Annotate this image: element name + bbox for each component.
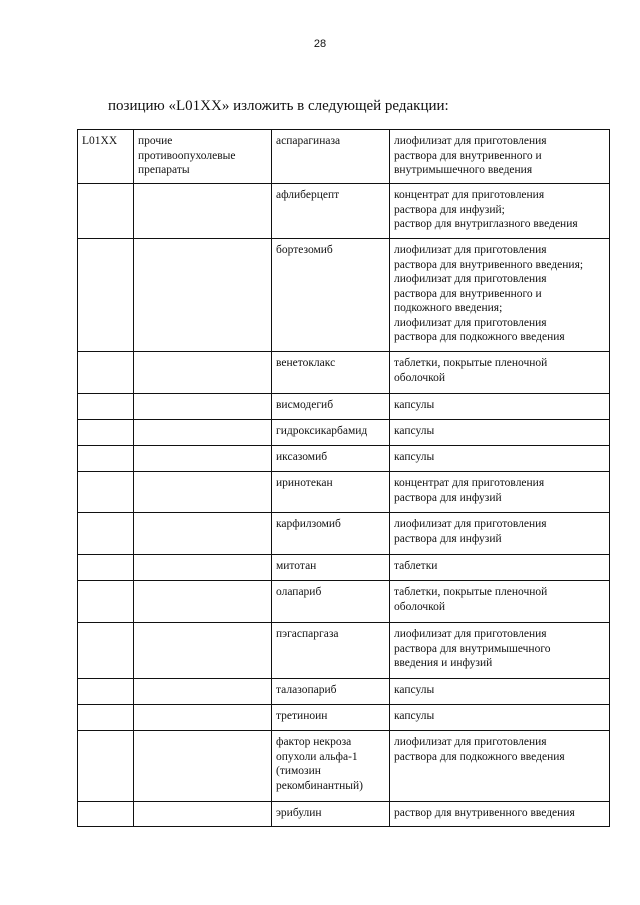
atc-code-cell: [78, 555, 134, 581]
dosage-form-line: раствора для подкожного введения: [394, 750, 565, 763]
dosage-form-cell: [390, 555, 610, 581]
table-row: [78, 513, 610, 555]
dosage-form-line: капсулы: [394, 451, 435, 463]
dosage-form-line: таблетки: [394, 560, 438, 572]
intro-paragraph: позицию «L01XX» изложить в следующей редакции:: [108, 98, 449, 114]
drug-group-cell: [134, 555, 272, 581]
drug-group-cell: [134, 581, 272, 623]
dosage-form-line: лиофилизат для приготовления: [394, 316, 547, 329]
dosage-form-line: раствора для внутримышечного: [394, 642, 551, 655]
dosage-form-cell: [390, 130, 610, 184]
drug-name-line: олапариб: [276, 586, 322, 598]
drug-name-line: висмодегиб: [276, 399, 334, 411]
atc-code-cell: [78, 239, 134, 352]
dosage-form-cell: [390, 623, 610, 679]
atc-code-cell: L01XX: [78, 130, 134, 184]
atc-code-cell: [78, 472, 134, 513]
drug-name-cell: [272, 555, 390, 581]
atc-code-cell: [78, 394, 134, 420]
dosage-form-line: капсулы: [394, 710, 435, 722]
atc-code-cell: [78, 802, 134, 827]
dosage-form-line: лиофилизат для приготовления: [394, 736, 547, 748]
drug-name-line: бортезомиб: [276, 244, 333, 256]
drug-group-cell: [134, 420, 272, 446]
dosage-form-line: концентрат для приготовления: [394, 189, 545, 201]
table-row: [78, 705, 610, 731]
table-row: [78, 184, 610, 239]
drug-group-cell: [134, 394, 272, 420]
dosage-form-cell: [390, 394, 610, 420]
table-row: [78, 679, 610, 705]
dosage-form-line: раствора для внутривенного введения;: [394, 258, 584, 271]
table-row: [78, 555, 610, 581]
drug-name-cell: [272, 184, 390, 239]
dosage-form-line: раствора для внутривенного и: [394, 287, 542, 300]
dosage-form-line: раствор для внутривенного введения: [394, 807, 575, 819]
atc-code-cell: [78, 352, 134, 394]
drug-group-cell: [134, 446, 272, 472]
atc-code-cell: [78, 731, 134, 802]
dosage-form-line: лиофилизат для приготовления: [394, 273, 547, 285]
table-row: [78, 239, 610, 352]
drug-name-line: третиноин: [276, 710, 328, 722]
drug-group-cell: [134, 623, 272, 679]
dosage-form-line: лиофилизат для приготовления: [394, 518, 547, 530]
drug-name-line: пэгаспаргаза: [276, 628, 339, 640]
drug-group-cell: [134, 731, 272, 802]
dosage-form-cell: [390, 446, 610, 472]
drug-name-line: талазопариб: [276, 684, 337, 696]
drug-name-cell: [272, 679, 390, 705]
drug-table-body: [78, 130, 610, 827]
drug-name-cell: [272, 705, 390, 731]
drug-name-line: рекомбинантный): [276, 779, 363, 792]
drug-name-line: иринотекан: [276, 477, 333, 489]
drug-name-line: эрибулин: [276, 807, 322, 819]
dosage-form-cell: [390, 472, 610, 513]
drug-name-cell: [272, 623, 390, 679]
table-row: [78, 130, 610, 184]
page-number: 28: [313, 38, 327, 50]
drug-name-line: фактор некроза: [276, 736, 352, 748]
drug-name-cell: [272, 420, 390, 446]
drug-group-cell: [134, 239, 272, 352]
drug-name-cell: [272, 239, 390, 352]
dosage-form-cell: [390, 513, 610, 555]
dosage-form-line: раствора для инфузий: [394, 532, 502, 545]
dosage-form-line: лиофилизат для приготовления: [394, 628, 547, 640]
dosage-form-line: раствора для внутривенного и: [394, 149, 542, 162]
dosage-form-line: раствора для инфузий;: [394, 203, 505, 216]
dosage-form-cell: [390, 731, 610, 802]
dosage-form-cell: [390, 802, 610, 827]
table-row: [78, 446, 610, 472]
dosage-form-line: раствора для подкожного введения: [394, 331, 565, 343]
dosage-form-line: оболочкой: [394, 371, 446, 384]
drug-name-cell: [272, 352, 390, 394]
drug-name-cell: [272, 446, 390, 472]
atc-code-cell: [78, 581, 134, 623]
table-row: [78, 581, 610, 623]
dosage-form-cell: [390, 184, 610, 239]
drug-name-cell: [272, 513, 390, 555]
atc-code-cell: [78, 623, 134, 679]
drug-group-cell: прочие противоопухолевые препараты: [134, 130, 272, 184]
drug-group-cell: [134, 513, 272, 555]
table-row: [78, 731, 610, 802]
atc-code-cell: [78, 184, 134, 239]
table-row: [78, 802, 610, 827]
dosage-form-cell: [390, 679, 610, 705]
drug-name-line: (тимозин: [276, 765, 321, 777]
dosage-form-cell: [390, 239, 610, 352]
dosage-form-line: капсулы: [394, 399, 435, 411]
dosage-form-line: капсулы: [394, 684, 435, 696]
atc-code-cell: [78, 513, 134, 555]
drug-name-line: аспарагиназа: [276, 135, 341, 147]
drug-name-cell: [272, 472, 390, 513]
atc-code-cell: [78, 420, 134, 446]
drug-name-line: венетоклакс: [276, 357, 336, 369]
drug-name-cell: [272, 731, 390, 802]
dosage-form-cell: [390, 352, 610, 394]
dosage-form-line: таблетки, покрытые пленочной: [394, 586, 548, 598]
table-row: [78, 623, 610, 679]
table-row: [78, 352, 610, 394]
dosage-form-line: капсулы: [394, 425, 435, 437]
dosage-form-line: лиофилизат для приготовления: [394, 244, 547, 256]
dosage-form-cell: [390, 705, 610, 731]
drug-group-cell: [134, 679, 272, 705]
atc-code-cell: [78, 446, 134, 472]
dosage-form-line: лиофилизат для приготовления: [394, 135, 547, 147]
atc-code-cell: [78, 705, 134, 731]
drug-name-cell: [272, 581, 390, 623]
drug-group-cell: [134, 352, 272, 394]
dosage-form-line: оболочкой: [394, 600, 446, 613]
drug-table: [77, 129, 610, 827]
dosage-form-line: внутримышечного введения: [394, 164, 533, 176]
dosage-form-line: подкожного введения;: [394, 302, 503, 314]
drug-group-cell: [134, 802, 272, 827]
drug-name-line: афлиберцепт: [276, 189, 340, 201]
table-row: [78, 394, 610, 420]
drug-name-line: гидроксикарбамид: [276, 425, 368, 437]
drug-name-cell: [272, 394, 390, 420]
table-row: [78, 420, 610, 446]
dosage-form-cell: [390, 581, 610, 623]
drug-name-line: опухоли альфа-1: [276, 750, 358, 763]
drug-name-line: митотан: [276, 560, 317, 572]
drug-name-cell: [272, 130, 390, 184]
drug-name-line: иксазомиб: [276, 451, 328, 463]
dosage-form-line: раствора для инфузий: [394, 491, 502, 504]
drug-name-line: карфилзомиб: [276, 518, 341, 530]
dosage-form-line: раствор для внутриглазного введения: [394, 218, 578, 230]
drug-name-cell: [272, 802, 390, 827]
table-row: [78, 472, 610, 513]
drug-group-cell: [134, 705, 272, 731]
dosage-form-line: введения и инфузий: [394, 657, 493, 669]
dosage-form-cell: [390, 420, 610, 446]
drug-group-cell: [134, 184, 272, 239]
atc-code-cell: [78, 679, 134, 705]
drug-group-cell: [134, 472, 272, 513]
dosage-form-line: таблетки, покрытые пленочной: [394, 357, 548, 369]
dosage-form-line: концентрат для приготовления: [394, 477, 545, 489]
